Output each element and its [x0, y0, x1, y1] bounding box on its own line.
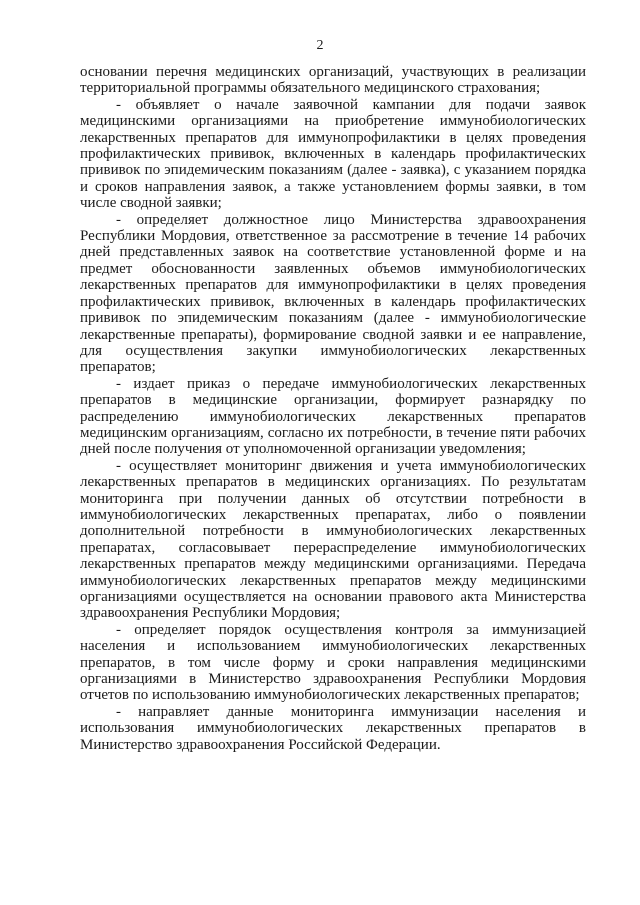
page-number: 2: [316, 38, 324, 53]
paragraph-control-procedure: - определяет порядок осуществления контроля за иммунизацией населения и использованием иммунобиологических лекарственных препаратов, в том числе форму и сроки направления медицинскими организациями в Министерство здравоохранения Республики Мордовия отчетов по использованию иммунобиологических лекарственных препаратов;: [80, 621, 586, 704]
paragraph-monitoring: - осуществляет мониторинг движения и учета иммунобиологических лекарственных препаратов в медицинских организациях. По результатам мониторинга при получении данных об отсутствии потребности в иммунобиологических лекарственных препаратах, либо о появлении дополнительной потребности в иммунобиологических лекарственных препаратах, согласовывает перераспределение иммунобиологических лекарственных препаратов между медицинскими организациями. Передача иммунобиологических лекарственных препаратов между медицинскими организациями осуществляется на основании правового акта Министерства здравоохранения Республики Мордовия;: [80, 457, 586, 622]
paragraph-responsible-official: - определяет должностное лицо Министерства здравоохранения Республики Мордовия, ответственное за рассмотрение в течение 14 рабочих дней представленных заявок на соответствие установленной форме и на предмет обоснованности заявленных объемов иммунобиологических лекарственных препаратов для иммунопрофилактики в целях проведения профилактических прививок, включенных в календарь профилактических прививок по эпидемическим показаниям (далее - иммунобиологические лекарственные препараты), формирование сводной заявки и ее направление, для осуществления закупки иммунобиологических лекарственных препаратов;: [80, 211, 586, 376]
document-body: [80, 64, 586, 753]
paragraph-announce-campaign: - объявляет о начале заявочной кампании для подачи заявок медицинскими организациями на приобретение иммунобиологических лекарственных препаратов для иммунопрофилактики в целях проведения профилактических прививок, включенных в календарь профилактических прививок по эпидемическим показаниям (далее - заявка), с указанием порядка и сроков направления заявок, а также установлением формы заявки, в том числе сводной заявки;: [80, 96, 586, 212]
paragraph-transfer-order: - издает приказ о передаче иммунобиологических лекарственных препаратов в медицинские организации, формирует разнарядку по распределению иммунобиологических лекарственных препаратов медицинским организациям, согласно их потребности, в течение пяти рабочих дней после получения от уполномоченной организации уведомления;: [80, 375, 586, 458]
paragraph-report-to-ministry: - направляет данные мониторинга иммунизации населения и использования иммунобиологических лекарственных препаратов в Министерство здравоохранения Российской Федерации.: [80, 703, 586, 753]
paragraph-intro: основании перечня медицинских организаций, участвующих в реализации территориальной программы обязательного медицинского страхования;: [80, 64, 586, 97]
